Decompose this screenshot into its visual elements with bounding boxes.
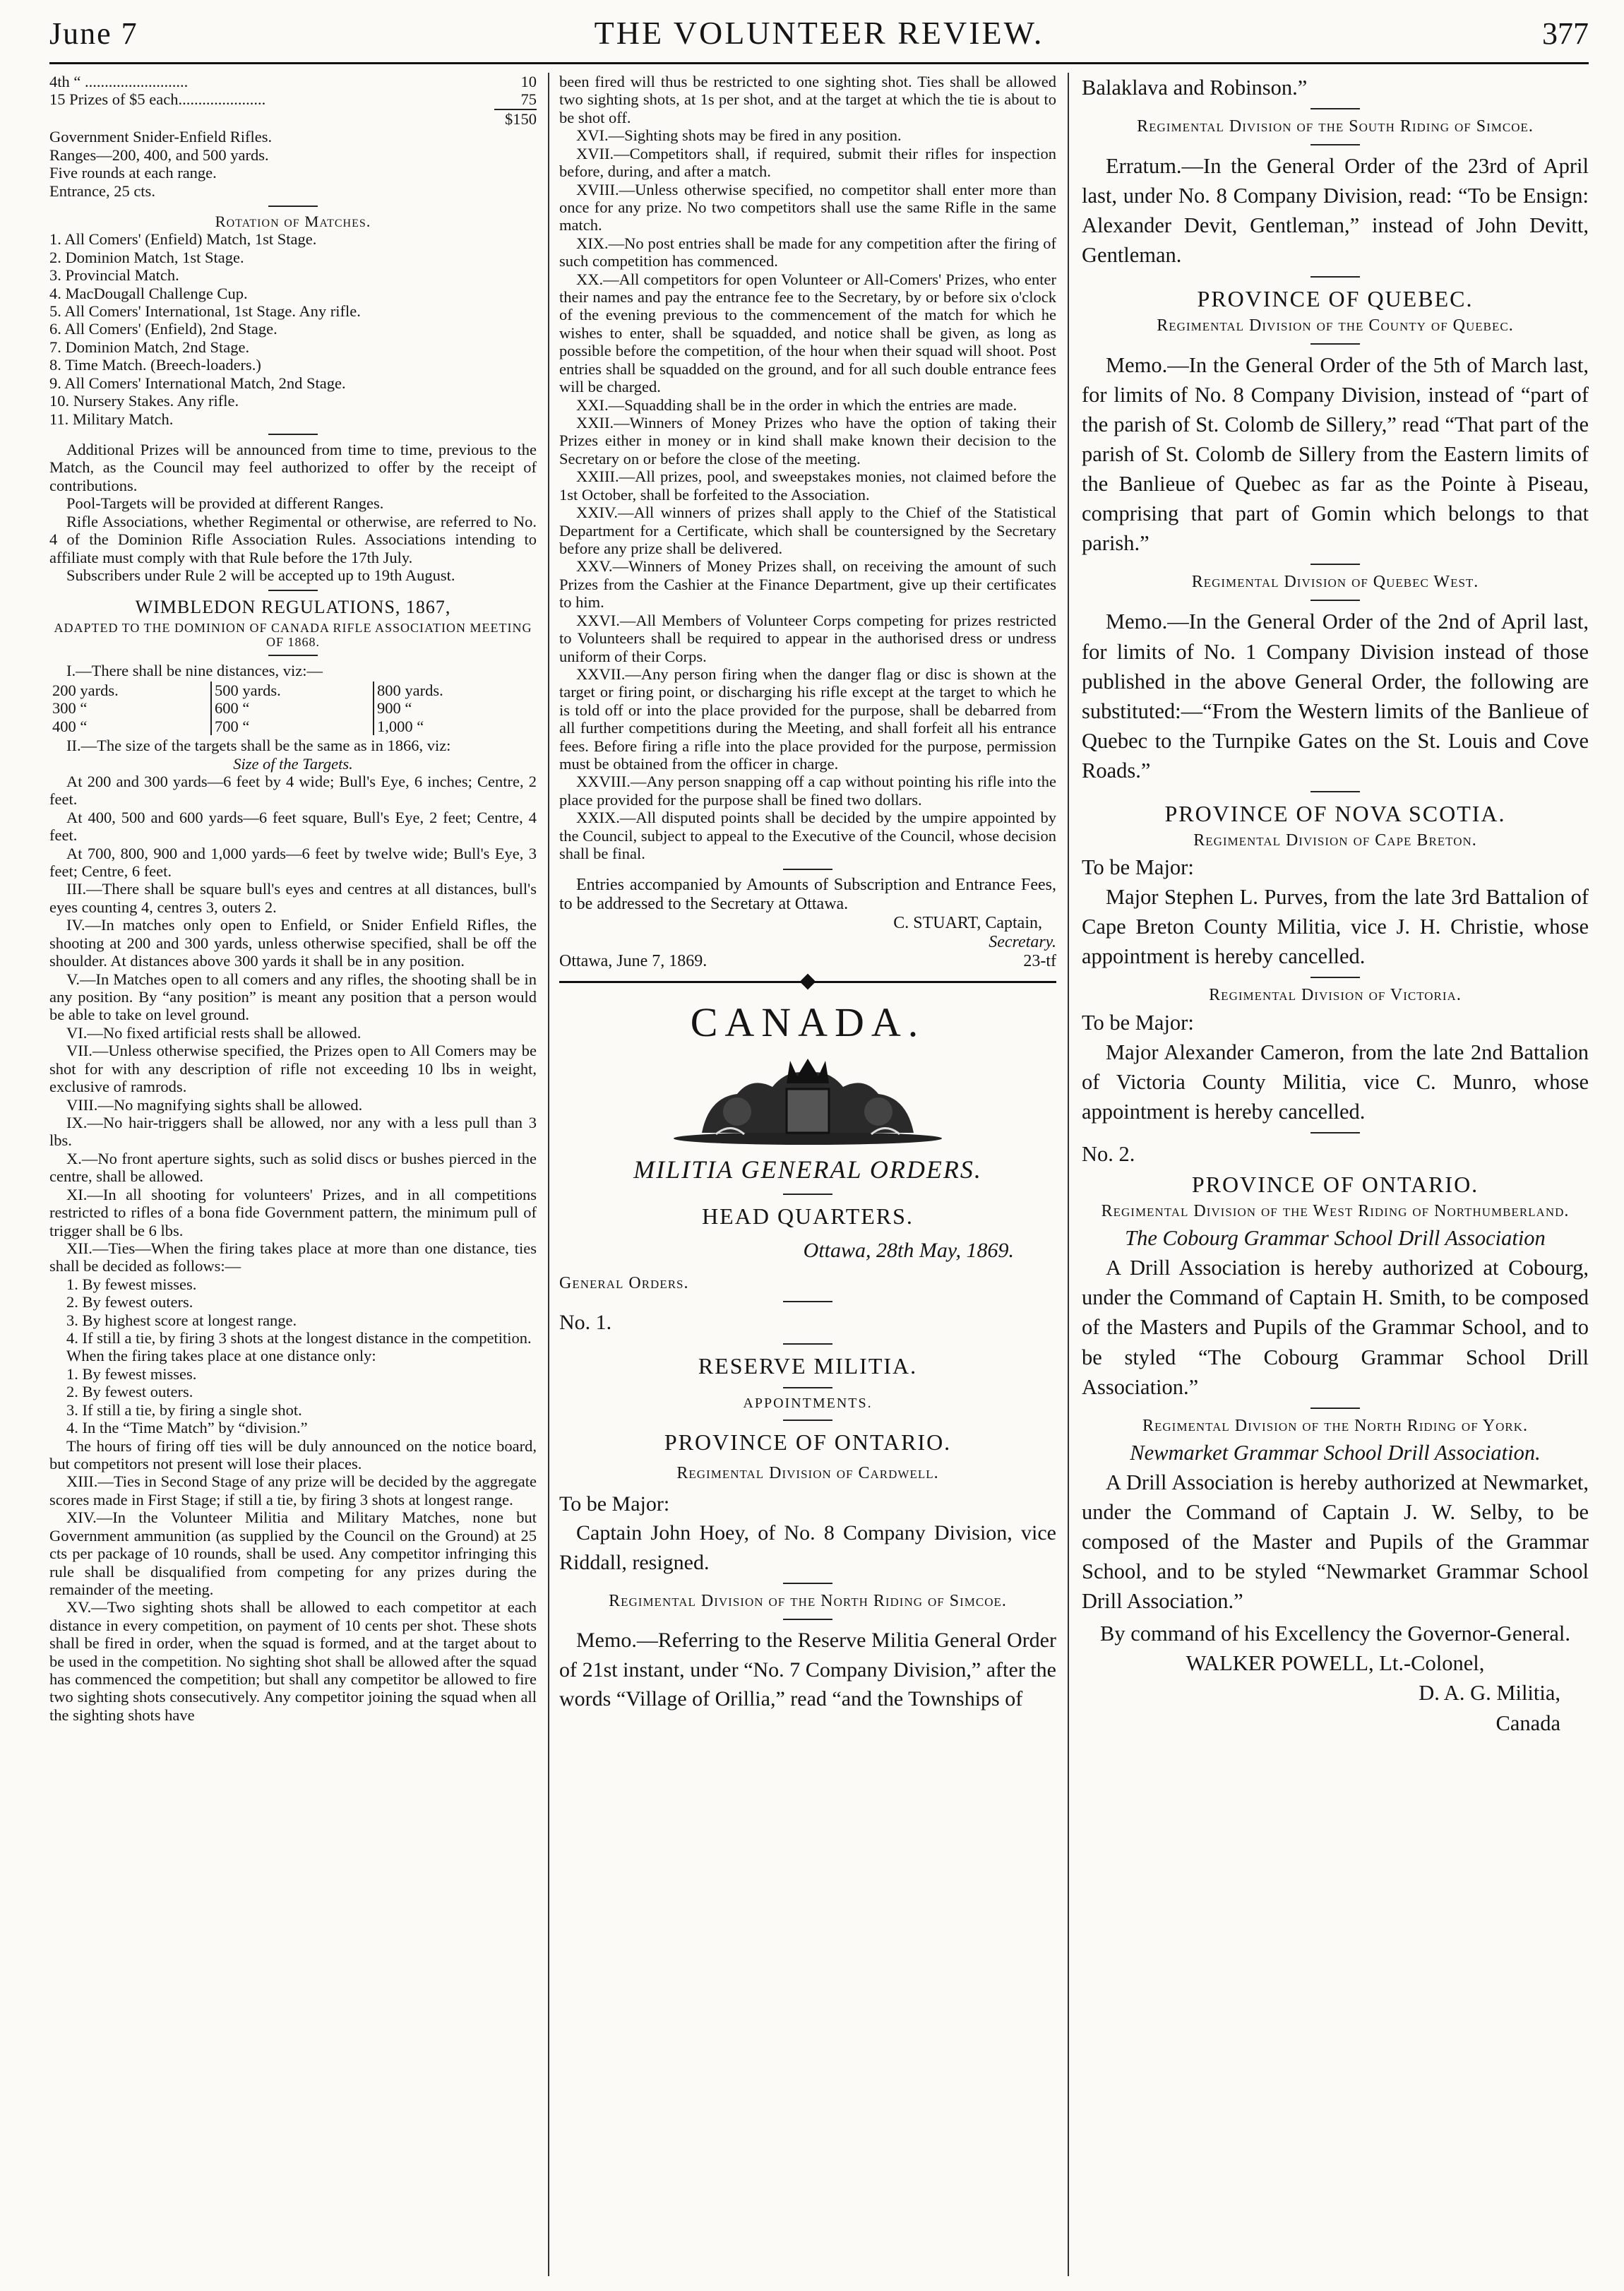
distance-cell: 300 “ (52, 699, 88, 718)
list-item: 11. Military Match. (49, 410, 174, 428)
distance-cell: 800 yards. (377, 681, 443, 699)
regulation: XXII.—Winners of Money Prizes who have the option of taking their Prizes either in money or in kind shall make known their decision to the Secretary on or before the close of the meeting. (559, 414, 1056, 468)
regulation: VIII.—No magnifying sights shall be allowed. (66, 1095, 363, 1114)
distance-cell: 700 “ (215, 717, 250, 735)
signer-country: Canada (1495, 1710, 1560, 1735)
province-heading: PROVINCE OF NOVA SCOTIA. (1164, 800, 1506, 826)
paragraph: Additional Prizes will be announced from time to time, previous to the Match, as the Council may feel authorized to offer by the receipt of contributions. (49, 441, 537, 494)
rotation-heading: Rotation of Matches. (215, 212, 371, 230)
distance-cell: 900 “ (377, 699, 412, 718)
section-rule (1310, 144, 1360, 145)
general-orders-label: General Orders. (559, 1274, 689, 1293)
gov-line: Government Snider-Enfield Rifles. (49, 128, 273, 146)
column-2 (559, 73, 1056, 2283)
regulation: VI.—No fixed artificial rests shall be allowed. (66, 1023, 362, 1042)
list-item: 6. All Comers' (Enfield), 2nd Stage. (49, 320, 277, 338)
header-title: THE VOLUNTEER REVIEW. (594, 15, 1044, 51)
header-page-number: 377 (1542, 16, 1589, 51)
hq-heading: HEAD QUARTERS. (702, 1203, 914, 1229)
memo-text: Memo.—In the General Order of the 2nd of April last, for limits of No. 1 Company Division instead of those published in the above General Order, the following are substituted:—“From the Western limits of the Banlieue of Quebec to the Turnpike Gates on the St. Louis and Cove Roads.” (1082, 609, 1589, 782)
regulation: XII.—Ties—When the firing takes place at more than one distance, ties shall be decided as follows:— (49, 1239, 537, 1275)
militia-orders-title: MILITIA GENERAL ORDERS. (633, 1155, 982, 1184)
regulation: IX.—No hair-triggers shall be allowed, nor any with a less pull than 3 lbs. (49, 1113, 537, 1150)
division-heading: Regimental Division of the North Riding of York. (1142, 1416, 1528, 1435)
list-item: 2. By fewest outers. (66, 1383, 193, 1401)
division-heading: Regimental Division of Quebec West. (1191, 573, 1479, 592)
distance-column (374, 682, 537, 735)
list-item: 5. All Comers' International, 1st Stage. Any rifle. (49, 302, 361, 321)
section-rule (783, 1387, 832, 1388)
memo-text: Memo.—Referring to the Reserve Militia General Order of 21st instant, under “No. 7 Company Division,” after the words “Village of Orillia,” read “and the Townships of (559, 1629, 1056, 1710)
regulation: XI.—In all shooting for volunteers' Prizes, and in all competitions restricted to rifles of a bona fide Government pattern, the minimum pull of trigger shall be 6 lbs. (49, 1185, 537, 1239)
section-divider (559, 981, 1056, 983)
entries-notice: Entries accompanied by Amounts of Subscription and Entrance Fees, to be addressed to the Secretary at Ottawa. (559, 875, 1056, 913)
province-heading: PROVINCE OF QUEBEC. (1197, 285, 1474, 311)
division-heading: Regimental Division of Victoria. (1209, 986, 1462, 1005)
regulation: VII.—Unless otherwise specified, the Prizes open to All Comers may be shot for with any description of rifle not exceeding 10 lbs in weight, exclusive of ramrods. (49, 1042, 537, 1096)
association-title: Newmarket Grammar School Drill Association. (1130, 1440, 1541, 1465)
distance-table (49, 682, 537, 735)
divider-ornament (800, 974, 816, 990)
gov-line: Entrance, 25 cts. (49, 182, 155, 200)
division-heading: Regimental Division of the County of Quebec. (1157, 316, 1514, 335)
regulation: XVII.—Competitors shall, if required, submit their rifles for inspection before, during, and after a match. (559, 144, 1056, 181)
regulation: XXI.—Squadding shall be in the order in which the entries are made. (576, 395, 1017, 414)
regulations-continued (559, 73, 1056, 971)
section-rule (1310, 276, 1360, 278)
militia-orders (559, 994, 1056, 1713)
section-rule (783, 869, 832, 870)
regulation: XV.—Two sighting shots shall be allowed to each competitor at each distance in every competition, on payment of 10 cents per shot. These shots shall be fired in order, when the squad is formed, and at the target about to be used in the competition. No sighting shot shall be allowed after the squad has commenced the competition; but shall any competitor be allowed to fire two sighting shots consecutively. Any competitor joining the squad when all the sighting shots have (49, 1598, 537, 1724)
paragraph: Rifle Associations, whether Regimental or otherwise, are referred to No. 4 of the Dominion Rifle Association Rules. Associations intending to affiliate must comply with that Rule before the 17th July. (49, 512, 537, 566)
regulation: At 400, 500 and 600 yards—6 feet square, Bull's Eye, 2 feet; Centre, 4 feet. (49, 808, 537, 845)
header-date: June 7 (49, 16, 138, 51)
prize-total: $150 (505, 109, 537, 128)
association-title: The Cobourg Grammar School Drill Association (1125, 1226, 1546, 1251)
list-item: 4. In the “Time Match” by “division.” (66, 1419, 308, 1437)
list-item: 3. Provincial Match. (49, 266, 179, 285)
appointment-text: Major Stephen L. Purves, from the late 3rd Battalion of Cape Breton County Militia, vice J. H. Christie, whose appointment is hereby cancelled. (1082, 885, 1589, 969)
prize-value: 10 (520, 73, 537, 90)
division-heading: Regimental Division of Cape Breton. (1193, 831, 1477, 850)
prize-row (49, 90, 537, 108)
order-number: No. 2. (1082, 1141, 1135, 1166)
regulation: IV.—In matches only open to Enfield, or Snider Enfield Rifles, the shooting at 200 and 300 yards, unless otherwise specified, shall be off the shoulder. At distances above 300 yards it shall be in any position. (49, 916, 537, 970)
section-rule (783, 1420, 832, 1421)
section-rule (1310, 791, 1360, 792)
distance-cell: 400 “ (52, 717, 88, 735)
section-rule (783, 1343, 832, 1345)
section-rule (268, 590, 318, 591)
regulation: XIV.—In the Volunteer Militia and Military Matches, none but Government ammunition (as supplied by the Council on the Ground) at 25 cts per package of 10 rounds, shall be used. Any competitor infringing this rule shall be disqualified from competing for any prizes during the remainder of the meeting. (49, 1509, 537, 1598)
appointment-label: To be Major: (1082, 1010, 1194, 1035)
regulation: At 200 and 300 yards—6 feet by 4 wide; Bull's Eye, 6 inches; Centre, 2 feet. (49, 772, 537, 809)
prize-value: 75 (520, 90, 537, 109)
section-rule (783, 1194, 832, 1195)
gov-line: Five rounds at each range. (49, 164, 217, 182)
appointment-label: To be Major: (559, 1492, 670, 1516)
signer-name: WALKER POWELL, Lt.-Colonel, (1186, 1651, 1485, 1676)
gov-line: Ranges—200, 400, and 500 yards. (49, 145, 269, 164)
distance-cell: 600 “ (215, 699, 250, 718)
appointment-text: Major Alexander Cameron, from the late 2nd Battalion of Victoria County Militia, vice C. Munro, whose appointment is hereby cancelled. (1082, 1040, 1589, 1124)
size-heading: Size of the Targets. (233, 754, 353, 773)
list-item: 7. Dominion Match, 2nd Stage. (49, 338, 250, 356)
ties-one-heading: When the firing takes place at one distance only: (66, 1347, 376, 1365)
continued-text: Balaklava and Robinson.” (1082, 76, 1308, 100)
province-heading: PROVINCE OF ONTARIO. (664, 1429, 952, 1455)
regulation: XIII.—Ties in Second Stage of any prize will be decided by the aggregate scores made in First Stage; if still a tie, by firing 3 shots at longest range. (49, 1472, 537, 1509)
regulation: XIX.—No post entries shall be made for any competition after the firing of such competition has commenced. (559, 234, 1056, 270)
prize-label: 15 Prizes of $5 each...................... (49, 90, 266, 109)
distance-cell: 200 yards. (52, 681, 119, 699)
paragraph: Pool-Targets will be provided at different Ranges. (66, 494, 384, 513)
association-text: A Drill Association is hereby authorized at Newmarket, under the Command of Captain J. W. Selby, to be composed of the Master and Pupils of the Grammar School, and to be styled “Newmarket Grammar School Drill Association.” (1082, 1470, 1589, 1614)
regulation: XVIII.—Unless otherwise specified, no competitor shall enter more than once for any prize. No two competitors shall use the same Rifle in the same match. (559, 180, 1056, 234)
regulation: been fired will thus be restricted to one sighting shot. Ties shall be allowed two sighting shots, at 1s per shot, and at the target at which the tie is about to be shot off. (559, 73, 1056, 126)
signature-place: Ottawa, June 7, 1869. (559, 952, 707, 970)
hq-date: Ottawa, 28th May, 1869. (803, 1238, 1014, 1262)
signature-line (559, 952, 1056, 971)
regulation: II.—The size of the targets shall be the same as in 1866, viz: (66, 737, 451, 755)
regulation: XXV.—Winners of Money Prizes shall, on receiving the amount of such Prizes from the Cashier at the Finance Department, give up their certificates to him. (559, 557, 1056, 612)
division-heading: Regimental Division of the West Riding of Northumberland. (1101, 1202, 1570, 1221)
division-heading: Regimental Division of the South Riding of Simcoe. (1137, 117, 1534, 136)
column-1 (49, 73, 537, 2283)
distance-column (49, 682, 212, 735)
erratum-text: Erratum.—In the General Order of the 23rd of April last, under No. 8 Company Division, read: “To be Ensign: Alexander Devit, Gentleman,” instead of John Devitt, Gentleman. (1082, 154, 1589, 268)
order-number: No. 1. (559, 1311, 612, 1335)
regulation: XXVIII.—Any person snapping off a cap without pointing his rifle into the place provided for the purpose shall be fined two dollars. (559, 773, 1056, 809)
province-heading: PROVINCE OF ONTARIO. (1191, 1171, 1479, 1197)
section-rule (1310, 564, 1360, 565)
reserve-militia-heading: RESERVE MILITIA. (698, 1352, 918, 1379)
section-rule (1310, 600, 1360, 601)
section-rule (268, 655, 318, 656)
section-rule (1310, 1132, 1360, 1133)
column-divider (548, 73, 549, 2276)
section-rule (1310, 108, 1360, 109)
regulation: The hours of firing off ties will be duly announced on the notice board, but competitors not present will lose their places. (49, 1436, 537, 1472)
section-rule (268, 434, 318, 435)
section-rule (783, 1301, 832, 1302)
list-item: 2. Dominion Match, 1st Stage. (49, 248, 244, 266)
list-item: 1. By fewest misses. (66, 1275, 197, 1293)
regulation: XXIX.—All disputed points shall be decided by the umpire appointed by the Council, subject to appeal to the Executive of the Council, whose decision shall be final. (559, 809, 1056, 863)
columns (49, 73, 1589, 2283)
signer-name: C. STUART, Captain, (893, 913, 1042, 932)
distance-cell: 1,000 “ (377, 717, 424, 735)
signature-ref: 23-tf (1023, 952, 1056, 970)
canada-heading: CANADA. (690, 999, 926, 1046)
prize-row (49, 73, 537, 90)
regulation: At 700, 800, 900 and 1,000 yards—6 feet by twelve wide; Bull's Eye, 3 feet; Centre, 6 feet. (49, 844, 537, 881)
regulation: XVI.—Sighting shots may be fired in any position. (576, 126, 902, 145)
signer-title: D. A. G. Militia, (1419, 1681, 1560, 1706)
section-rule (1310, 1408, 1360, 1409)
division-heading: Regimental Division of Cardwell. (676, 1463, 939, 1482)
regulation: I.—There shall be nine distances, viz:— (66, 662, 323, 680)
wimbledon-subheading: ADAPTED TO THE DOMINION OF CANADA RIFLE ASSOCIATION MEETING OF 1868. (54, 620, 532, 650)
regulation: XXIV.—All winners of prizes shall apply to the Chief of the Statistical Department for a Certificate, which shall be countersigned by the Secretary before any prize shall be delivered. (559, 504, 1056, 557)
regulation: X.—No front aperture sights, such as solid discs or bushes pierced in the centre, shall be allowed. (49, 1149, 537, 1186)
list-item: 1. By fewest misses. (66, 1364, 197, 1383)
paragraph: Subscribers under Rule 2 will be accepted up to 19th August. (66, 566, 455, 584)
list-item: 9. All Comers' International Match, 2nd Stage. (49, 374, 346, 392)
section-rule (1310, 343, 1360, 345)
wimbledon-heading: WIMBLEDON REGULATIONS, 1867, (135, 597, 451, 618)
distance-cell: 500 yards. (215, 681, 281, 699)
regulation: XXVI.—All Members of Volunteer Corps competing for prizes restricted to Volunteers shall be required to appear in the authorised dress or undress uniform of their Corps. (559, 611, 1056, 665)
regulation: V.—In Matches open to all comers and any rifles, the shooting shall be in any position. By “any position” is meant any position that a person would be able to take on level ground. (49, 970, 537, 1024)
column-3 (1082, 73, 1589, 2283)
list-item: 10. Nursery Stakes. Any rifle. (49, 392, 239, 410)
list-item: 8. Time Match. (Breech-loaders.) (49, 356, 261, 374)
regulation: XXVII.—Any person firing when the danger flag or disc is shown at the target or firing point, or discharging his rifle except at the target to which he is told off or into the place provided for the purpose, shall be debarred from all further competitions during the Meeting, and shall forfeit all his entrance fees. Before firing a rifle into the place provided for the purpose, permission must be obtained from the officer in charge. (559, 665, 1056, 773)
section-rule (783, 1619, 832, 1620)
by-command: By command of his Excellency the Governor-General. (1100, 1621, 1570, 1646)
royal-crest-icon (659, 1055, 956, 1147)
page-header (49, 11, 1589, 64)
list-item: 2. By fewest outers. (66, 1293, 193, 1311)
list-item: 4. MacDougall Challenge Cup. (49, 284, 248, 302)
regulation: XX.—All competitors for open Volunteer or All-Comers' Prizes, who enter their names and pay the entrance fee to the Secretary, by or before six o'clock of the evening previous to the commencement of the match for which he wishes to enter, shall be squadded, and notice shall be given, as long as possible before the competition, of the hour when their squad will shoot. Post entries shall be squadded on the ground, and for all such double entrance fees will be charged. (559, 270, 1056, 396)
list-item: 1. All Comers' (Enfield) Match, 1st Stage. (49, 230, 317, 249)
section-rule (268, 206, 318, 207)
memo-text: Memo.—In the General Order of the 5th of March last, for limits of No. 8 Company Division, instead of “part of the parish of St. Colomb de Sillery,” read “That part of the parish of St. Colomb de Sillery from the Eastern limits of the Banlieue of Quebec as far as the Pointe à Piseau, comprising that part of Gomin which belongs to that parish.” (1082, 352, 1589, 556)
section-rule (783, 1583, 832, 1584)
section-rule (1310, 977, 1360, 978)
list-item: 3. If still a tie, by firing a single shot. (66, 1400, 302, 1419)
distance-column (212, 682, 374, 735)
list-item: 3. By highest score at longest range. (66, 1311, 297, 1329)
prize-label: 4th “ .......................... (49, 73, 189, 90)
regulation: III.—There shall be square bull's eyes and centres at all distances, bull's eyes counting 4, centres 3, outers 2. (49, 880, 537, 916)
association-text: A Drill Association is hereby authorized at Cobourg, under the Command of Captain H. Smith, to be composed of the Masters and Pupils of the Grammar School, and to be styled “The Cobourg Grammar School Drill Association.” (1082, 1256, 1589, 1399)
signer-title: Secretary. (989, 932, 1056, 951)
appointment-text: Captain John Hoey, of No. 8 Company Division, vice Riddall, resigned. (559, 1521, 1056, 1574)
column-divider (1068, 73, 1069, 2276)
division-heading: Regimental Division of the North Riding of Simcoe. (609, 1592, 1007, 1611)
regulation: XXIII.—All prizes, pool, and sweepstakes monies, not claimed before the 1st October, shall be forfeited to the Association. (559, 468, 1056, 504)
list-item: 4. If still a tie, by firing 3 shots at the longest distance in the competition. (66, 1329, 532, 1347)
appointment-label: To be Major: (1082, 855, 1194, 880)
appointments-heading: APPOINTMENTS. (743, 1396, 873, 1412)
